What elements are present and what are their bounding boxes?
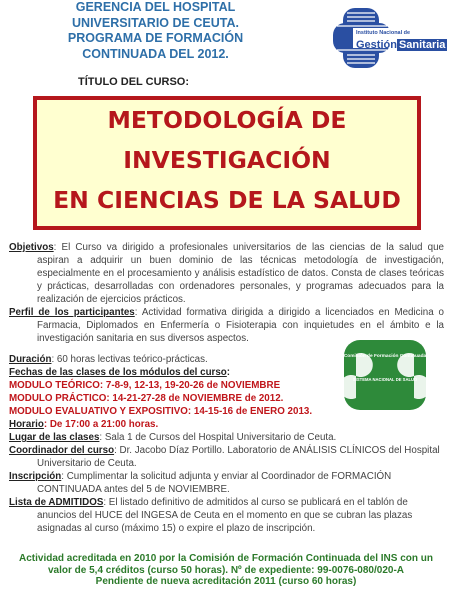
perfil-text: : Actividad formativa dirigida a dirigido a licenciados en Medicina o Farmacia, Diplomados en Enfermería o Fisioterapia con inquietudes en el ámbito e la investigación sanitaria en sus diversos aspectos. xyxy=(37,307,444,344)
module-line-teorico: MODULO TEÓRICO: 7-8-9, 12-13, 19-20-26 de NOVIEMBRE xyxy=(9,380,281,391)
admitidos-paragraph xyxy=(9,496,444,535)
body-lower xyxy=(9,431,444,535)
objetivos-label: Objetivos xyxy=(9,242,54,253)
duracion-label: Duración xyxy=(9,354,52,365)
title-line-3: EN CIENCIAS DE LA SALUD xyxy=(53,186,401,214)
footer-block xyxy=(6,553,446,588)
module-line-evaluativo: MODULO EVALUATIVO Y EXPOSITIVO: 14-15-16 de ENERO 2013. xyxy=(9,406,313,417)
ingesa-small-line: Instituto Nacional de xyxy=(356,30,411,36)
ccf-logo xyxy=(344,340,426,410)
ccf-top-text: Comisión de Formación Continuada xyxy=(344,354,426,359)
course-label: TÍTULO DEL CURSO: xyxy=(78,76,190,88)
title-line-1: METODOLOGÍA DE xyxy=(107,106,347,134)
coordinador-paragraph xyxy=(9,444,444,470)
duracion-text: : 60 horas lectivas teórico-prácticas. xyxy=(51,354,208,365)
module-line-practico: MODULO PRÁCTICO: 14-21-27-28 de NOVIEMBRE de 2012. xyxy=(9,393,284,404)
header-line-3: PROGRAMA DE FORMACIÓN xyxy=(67,31,244,45)
footer-line-2: valor de 5,4 créditos (curso 50 horas). Nº de expediente: 99-0076-080/020-A xyxy=(47,564,405,576)
horario-text: : De 17:00 a 21:00 horas. xyxy=(43,419,159,430)
horario-label: Horario xyxy=(9,419,44,430)
fechas-label: Fechas de las clases de los módulos del curso xyxy=(9,367,227,378)
lugar-label: Lugar de las clases xyxy=(9,432,100,443)
title-line-2: INVESTIGACIÓN xyxy=(123,146,331,174)
body-schedule xyxy=(9,353,339,431)
header-line-2: UNIVERSITARIO DE CEUTA. xyxy=(72,15,239,30)
coordinador-text: : Dr. Jacobo Díaz Portillo. Laboratorio de ANÁLISIS CLÍNICOS del Hospital Universitario de Ceuta. xyxy=(37,445,440,469)
lugar-text: : Sala 1 de Cursos del Hospital Universitario de Ceuta. xyxy=(99,432,337,443)
coordinador-label: Coordinador del curso xyxy=(9,445,115,456)
lugar-paragraph xyxy=(9,431,444,444)
admitidos-text: : El listado definitivo de admitidos al curso se publicará en el tablón de anuncios del HUCE del INGESA de Ceuta en el momento en que se cubran las plazas asignadas al curso (máximo 15) o expire el plazo de inscripción. xyxy=(37,497,413,534)
duracion-paragraph xyxy=(9,353,339,366)
inscripcion-text: : Cumplimentar la solicitud adjunta y enviar al Coordinador de FORMACIÓN CONTINUADA antes del 5 de NOVIEMBRE. xyxy=(37,471,392,495)
header-line-4: CONTINUADA DEL 2012. xyxy=(82,46,229,61)
footer-line-1: Actividad acreditada en 2010 por la Comisión de Formación Continuada del INS con un xyxy=(19,553,433,564)
body-upper xyxy=(9,241,444,345)
objetivos-text: : El Curso va dirigido a profesionales universitarios de las ciencias de la salud que aspiran a adquirir un buen dominio de las técnicas metodología de investigación, especialmente en el procesamiento y análisis estadístico de datos. Consta de clases teóricas y prácticas, desarrolladas con ordenadores personales, y programas adecuados para la realización de ejercicios prácticos. xyxy=(37,242,444,305)
perfil-label: Perfil de los participantes xyxy=(9,307,135,318)
inscripcion-paragraph xyxy=(9,470,444,496)
ingesa-name xyxy=(356,39,446,51)
inscripcion-label: Inscripción xyxy=(9,471,62,482)
ccf-bottom-text: SISTEMA NACIONAL DE SALUD xyxy=(352,377,418,382)
objetivos-paragraph xyxy=(9,241,444,306)
header-line-1: GERENCIA DEL HOSPITAL xyxy=(75,0,236,14)
admitidos-label: Lista de ADMITIDOS xyxy=(9,497,104,508)
ingesa-logo-text xyxy=(356,30,446,51)
fechas-text: : xyxy=(226,367,231,378)
header-block xyxy=(48,0,263,62)
ingesa-word-1: Gestión xyxy=(356,39,397,51)
ingesa-word-2: Sanitaria xyxy=(398,39,446,51)
fechas-paragraph xyxy=(9,366,339,379)
footer-line-3: Pendiente de nueva acreditación 2011 (curso 60 horas) xyxy=(95,576,357,587)
horario-paragraph xyxy=(9,418,339,431)
title-box xyxy=(33,96,421,230)
